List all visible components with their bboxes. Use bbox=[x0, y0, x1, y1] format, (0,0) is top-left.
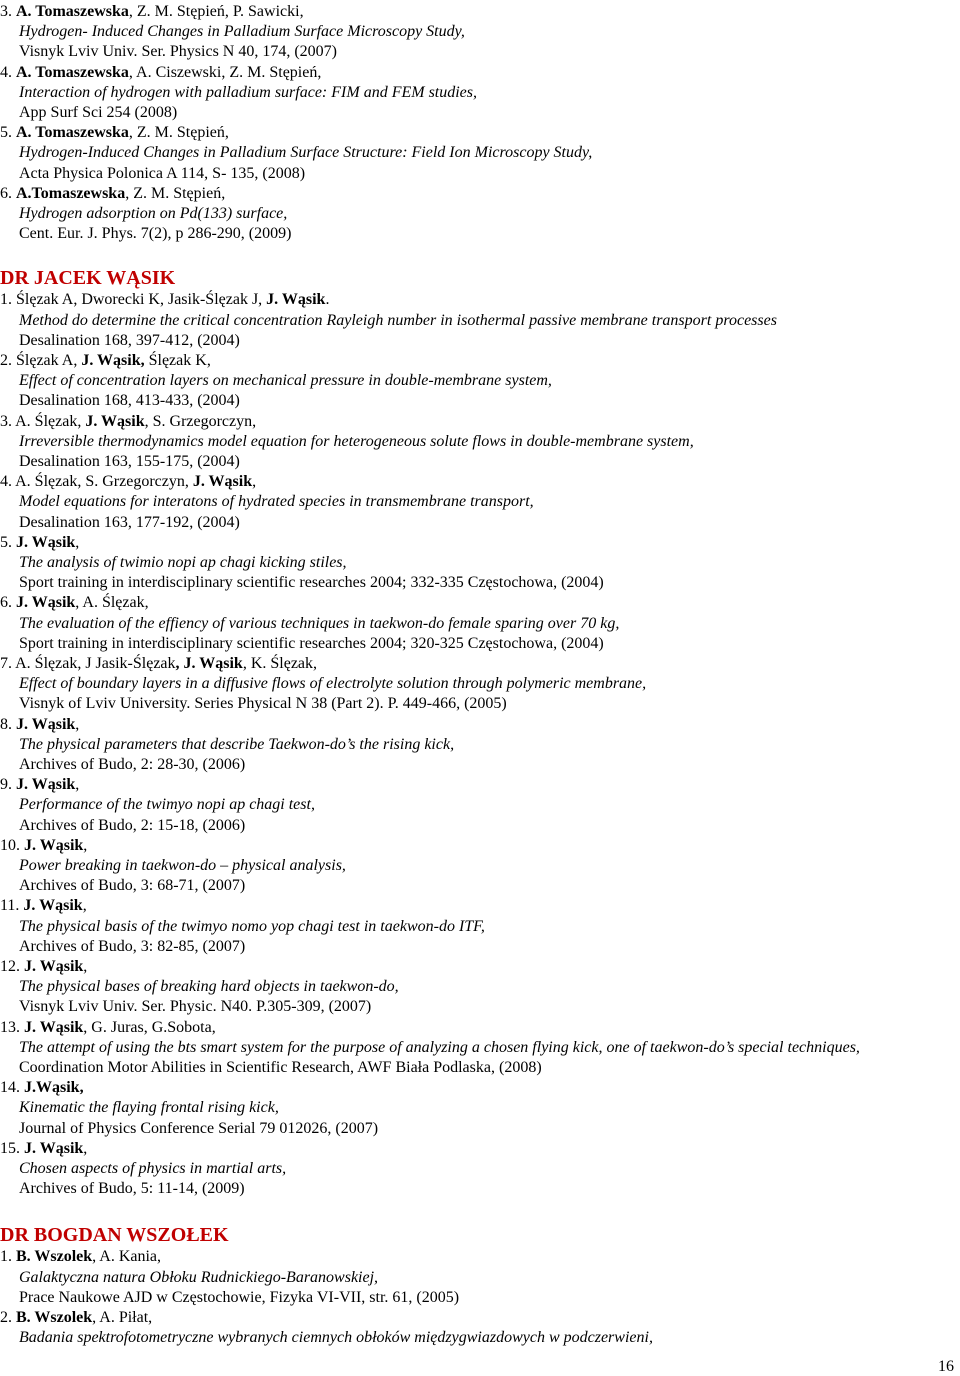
entry-author: J. Wąsik bbox=[16, 594, 76, 611]
entry-title-text: Kinematic the flaying frontal rising kick, bbox=[19, 1099, 279, 1116]
entry-source-text: Archives of Budo, 3: 68-71, (2007) bbox=[19, 877, 246, 894]
entry-source bbox=[19, 1058, 542, 1078]
entry-author: J. Wąsik bbox=[16, 776, 76, 793]
entry-author: J.Wąsik, bbox=[24, 1079, 84, 1096]
entry-source-text: Desalination 168, 397-412, (2004) bbox=[19, 332, 240, 349]
entry-title-text: Hydrogen-Induced Changes in Palladium Surface Structure: Field Ion Microscopy Study, bbox=[19, 144, 593, 161]
entry-source-text: Desalination 163, 177-192, (2004) bbox=[19, 514, 240, 531]
entry-author: , bbox=[83, 1140, 88, 1157]
entry-author: Ślęzak K, bbox=[144, 352, 211, 369]
entry-author-line bbox=[0, 472, 256, 492]
entry-title-text: Power breaking in taekwon-do – physical analysis, bbox=[19, 857, 346, 874]
entry-title-text: The analysis of twimio nopi ap chagi kicking stiles, bbox=[19, 554, 347, 571]
entry-source-text: Archives of Budo, 3: 82-85, (2007) bbox=[19, 938, 246, 955]
entry-title bbox=[19, 1328, 653, 1348]
entry-source bbox=[19, 937, 245, 957]
entry-number: 1. bbox=[0, 291, 16, 308]
entry-author: Ślęzak A, Dworecki K, Jasik-Ślęzak J, bbox=[16, 291, 267, 308]
entry-number: 3. bbox=[0, 3, 16, 20]
entry-source bbox=[19, 513, 240, 533]
entry-author: Ślęzak A, bbox=[16, 352, 82, 369]
entry-author: , Z. M. Stępień, P. Sawicki, bbox=[128, 3, 304, 20]
entry-title-text: Effect of concentration layers on mechanical pressure in double-membrane system, bbox=[19, 372, 552, 389]
entry-author-line bbox=[0, 533, 79, 553]
entry-author: J. Wąsik bbox=[24, 1019, 84, 1036]
entry-title bbox=[19, 311, 777, 331]
entry-source bbox=[19, 164, 305, 184]
entry-source bbox=[19, 452, 240, 472]
entry-title-text: Galaktyczna natura Obłoku Rudnickiego-Baranowskiej, bbox=[19, 1269, 379, 1286]
entry-title bbox=[19, 204, 287, 224]
entry-source-text: App Surf Sci 254 (2008) bbox=[19, 104, 178, 121]
entry-author: J. Wąsik bbox=[192, 473, 253, 490]
entry-source bbox=[19, 42, 337, 62]
entry-title bbox=[19, 1098, 279, 1118]
entry-author: , bbox=[82, 897, 87, 914]
entry-source bbox=[19, 224, 291, 244]
entry-source bbox=[19, 103, 177, 123]
entry-author: J. Wąsik bbox=[16, 534, 76, 551]
entry-number: 11. bbox=[0, 897, 24, 914]
entry-author-line bbox=[0, 63, 321, 83]
entry-title-text: Interaction of hydrogen with palladium surface: FIM and FEM studies, bbox=[19, 84, 478, 101]
entry-title bbox=[19, 1268, 378, 1288]
entry-title-text: Badania spektrofotometryczne wybranych ciemnych obłoków międzygwiazdowych w podczerwieni, bbox=[19, 1329, 653, 1346]
entry-source-text: Archives of Budo, 2: 15-18, (2006) bbox=[19, 817, 246, 834]
entry-author: , bbox=[75, 776, 80, 793]
entry-title bbox=[19, 1038, 860, 1058]
entry-title-text: The attempt of using the bts smart system for the purpose of analyzing a chosen flying kick, one of taekwon-do’s special techniques, bbox=[19, 1039, 860, 1056]
entry-number: 9. bbox=[0, 776, 16, 793]
entry-author-line bbox=[0, 836, 87, 856]
entry-source bbox=[19, 755, 245, 775]
entry-title bbox=[19, 856, 346, 876]
entry-number: 4. bbox=[0, 64, 16, 81]
entry-author: A.Tomaszewska bbox=[16, 185, 126, 202]
entry-title bbox=[19, 735, 454, 755]
section-heading-wszolek bbox=[0, 1223, 229, 1247]
entry-author: A. Ślęzak, S. Grzegorczyn, bbox=[15, 473, 193, 490]
entry-author-line bbox=[0, 351, 211, 371]
entry-author: , A. Ciszewski, Z. M. Stępień, bbox=[128, 64, 322, 81]
entry-author: , bbox=[75, 716, 80, 733]
entry-title-text: Performance of the twimyo nopi ap chagi test, bbox=[19, 796, 315, 813]
section-heading-text: DR JACEK WĄSIK bbox=[0, 267, 176, 289]
entry-author: J. Wąsik bbox=[24, 837, 84, 854]
entry-source-text: Archives of Budo, 2: 28-30, (2006) bbox=[19, 756, 246, 773]
entry-author: , bbox=[252, 473, 257, 490]
entry-author: A. Ślęzak, bbox=[15, 413, 86, 430]
entry-title bbox=[19, 674, 646, 694]
entry-source-text: Acta Physica Polonica A 114, S- 135, (2008) bbox=[19, 165, 306, 182]
entry-author: , A. Kania, bbox=[92, 1248, 162, 1265]
entry-title-text: The evaluation of the effiency of various techniques in taekwon-do female sparing over 70 kg, bbox=[19, 615, 620, 632]
entry-author-line bbox=[0, 184, 225, 204]
entry-source bbox=[19, 573, 604, 593]
entry-number: 7. bbox=[0, 655, 16, 672]
entry-number: 1. bbox=[0, 1248, 16, 1265]
entry-author: . bbox=[325, 291, 330, 308]
entry-source bbox=[19, 1119, 378, 1139]
entry-source bbox=[19, 1288, 459, 1308]
entry-author: , K. Ślęzak, bbox=[242, 655, 318, 672]
page-number: 16 bbox=[938, 1358, 954, 1375]
entry-author: A. Tomaszewska bbox=[16, 64, 129, 81]
entry-author: J. Wąsik bbox=[266, 291, 326, 308]
entry-source-text: Visnyk Lviv Univ. Ser. Physics N 40, 174, (2007) bbox=[19, 43, 337, 60]
entry-author-line bbox=[0, 123, 229, 143]
entry-number: 6. bbox=[0, 594, 16, 611]
entry-source-text: Prace Naukowe AJD w Częstochowie, Fizyka VI-VII, str. 61, (2005) bbox=[19, 1289, 460, 1306]
entry-author-line bbox=[0, 412, 256, 432]
entry-source-text: Archives of Budo, 5: 11-14, (2009) bbox=[19, 1180, 245, 1197]
entry-source bbox=[19, 331, 240, 351]
entry-title bbox=[19, 22, 465, 42]
entry-number: 4. bbox=[0, 473, 16, 490]
entry-title bbox=[19, 1159, 286, 1179]
entry-author-line bbox=[0, 896, 87, 916]
entry-title bbox=[19, 614, 619, 634]
entry-author-line bbox=[0, 1018, 216, 1038]
entry-title-text: Chosen aspects of physics in martial arts, bbox=[19, 1160, 287, 1177]
entry-number: 6. bbox=[0, 185, 16, 202]
entry-title bbox=[19, 553, 347, 573]
entry-author-line bbox=[0, 654, 317, 674]
entry-author: J. Wąsik bbox=[16, 716, 76, 733]
entry-author-line bbox=[0, 290, 329, 310]
entry-author: A. Tomaszewska bbox=[16, 3, 129, 20]
entry-author-line bbox=[0, 1078, 84, 1098]
entry-author-line bbox=[0, 775, 79, 795]
entry-title bbox=[19, 371, 552, 391]
entry-title bbox=[19, 917, 485, 937]
entry-title-text: Irreversible thermodynamics model equation for heterogeneous solute flows in double-membrane system, bbox=[19, 433, 694, 450]
entry-number: 3. bbox=[0, 413, 16, 430]
entry-source-text: Cent. Eur. J. Phys. 7(2), p 286-290, (2009) bbox=[19, 225, 292, 242]
entry-author-line bbox=[0, 715, 79, 735]
entry-source bbox=[19, 694, 507, 714]
entry-source-text: Coordination Motor Abilities in Scientific Research, AWF Biała Podlaska, (2008) bbox=[19, 1059, 542, 1076]
entry-number: 15. bbox=[0, 1140, 24, 1157]
entry-author-line bbox=[0, 1308, 152, 1328]
entry-title bbox=[19, 795, 315, 815]
entry-author: A. Ślęzak, J Jasik-Ślęzak bbox=[15, 655, 176, 672]
entry-number: 13. bbox=[0, 1019, 24, 1036]
entry-source bbox=[19, 876, 245, 896]
entry-title-text: Method do determine the critical concentration Rayleigh number in isothermal passive membrane transport processes bbox=[19, 312, 777, 329]
entry-source-text: Visnyk of Lviv University. Series Physical N 38 (Part 2). P. 449-466, (2005) bbox=[19, 695, 507, 712]
entry-title-text: Hydrogen adsorption on Pd(133) surface, bbox=[19, 205, 288, 222]
entry-number: 5. bbox=[0, 534, 16, 551]
entry-source-text: Visnyk Lviv Univ. Ser. Physic. N40. P.305-309, (2007) bbox=[19, 998, 372, 1015]
entry-source bbox=[19, 391, 240, 411]
entry-title bbox=[19, 143, 592, 163]
entry-source-text: Desalination 163, 155-175, (2004) bbox=[19, 453, 240, 470]
entry-title-text: The physical bases of breaking hard objects in taekwon-do, bbox=[19, 978, 399, 995]
section-heading-text: DR BOGDAN WSZOŁEK bbox=[0, 1224, 229, 1246]
entry-source-text: Sport training in interdisciplinary scientific researches 2004; 332-335 Częstochowa, (2004) bbox=[19, 574, 604, 591]
entry-number: 8. bbox=[0, 716, 16, 733]
entry-author: , J. Wąsik bbox=[175, 655, 243, 672]
entry-title bbox=[19, 83, 477, 103]
entry-source bbox=[19, 816, 245, 836]
entry-author-line bbox=[0, 593, 149, 613]
entry-number: 10. bbox=[0, 837, 24, 854]
entry-number: 12. bbox=[0, 958, 24, 975]
entry-author: , S. Grzegorczyn, bbox=[144, 413, 257, 430]
entry-source bbox=[19, 1179, 245, 1199]
entry-author: B. Wszolek bbox=[16, 1309, 93, 1326]
entry-number: 2. bbox=[0, 352, 16, 369]
entry-source bbox=[19, 634, 604, 654]
entry-author-line bbox=[0, 1139, 87, 1159]
entry-title bbox=[19, 432, 694, 452]
entry-title-text: Model equations for interatons of hydrated species in transmembrane transport, bbox=[19, 493, 534, 510]
section-heading-wasik bbox=[0, 266, 175, 290]
entry-author-line bbox=[0, 2, 304, 22]
entry-author: J. Wąsik, bbox=[81, 352, 145, 369]
entry-title bbox=[19, 977, 399, 997]
entry-source-text: Sport training in interdisciplinary scientific researches 2004; 320-325 Częstochowa, (2004) bbox=[19, 635, 604, 652]
entry-number: 14. bbox=[0, 1079, 24, 1096]
entry-title-text: Hydrogen- Induced Changes in Palladium Surface Microscopy Study, bbox=[19, 23, 465, 40]
entry-author: J. Wąsik bbox=[23, 897, 83, 914]
entry-title bbox=[19, 492, 534, 512]
entry-title-text: The physical parameters that describe Taekwon-do’s the rising kick, bbox=[19, 736, 455, 753]
entry-author-line bbox=[0, 957, 87, 977]
entry-source-text: Desalination 168, 413-433, (2004) bbox=[19, 392, 240, 409]
entry-source bbox=[19, 997, 371, 1017]
entry-author-line bbox=[0, 1247, 161, 1267]
entry-author: , bbox=[83, 958, 88, 975]
entry-source-text: Journal of Physics Conference Serial 79 012026, (2007) bbox=[19, 1120, 379, 1137]
entry-author: , bbox=[83, 837, 88, 854]
entry-author: , G. Juras, G.Sobota, bbox=[83, 1019, 216, 1036]
entry-number: 2. bbox=[0, 1309, 16, 1326]
entry-author: J. Wąsik bbox=[85, 413, 145, 430]
entry-author: A. Tomaszewska bbox=[16, 124, 129, 141]
entry-author: J. Wąsik bbox=[24, 958, 84, 975]
entry-title-text: Effect of boundary layers in a diffusive flows of electrolyte solution through polymeric membrane, bbox=[19, 675, 647, 692]
entry-author: , Z. M. Stępień, bbox=[128, 124, 229, 141]
entry-author: , bbox=[75, 534, 80, 551]
entry-author: , A. Piłat, bbox=[92, 1309, 153, 1326]
entry-author: , A. Ślęzak, bbox=[75, 594, 149, 611]
entry-author: , Z. M. Stępień, bbox=[125, 185, 226, 202]
entry-number: 5. bbox=[0, 124, 16, 141]
entry-author: B. Wszolek bbox=[16, 1248, 93, 1265]
entry-author: J. Wąsik bbox=[24, 1140, 84, 1157]
entry-title-text: The physical basis of the twimyo nomo yop chagi test in taekwon-do ITF, bbox=[19, 918, 485, 935]
